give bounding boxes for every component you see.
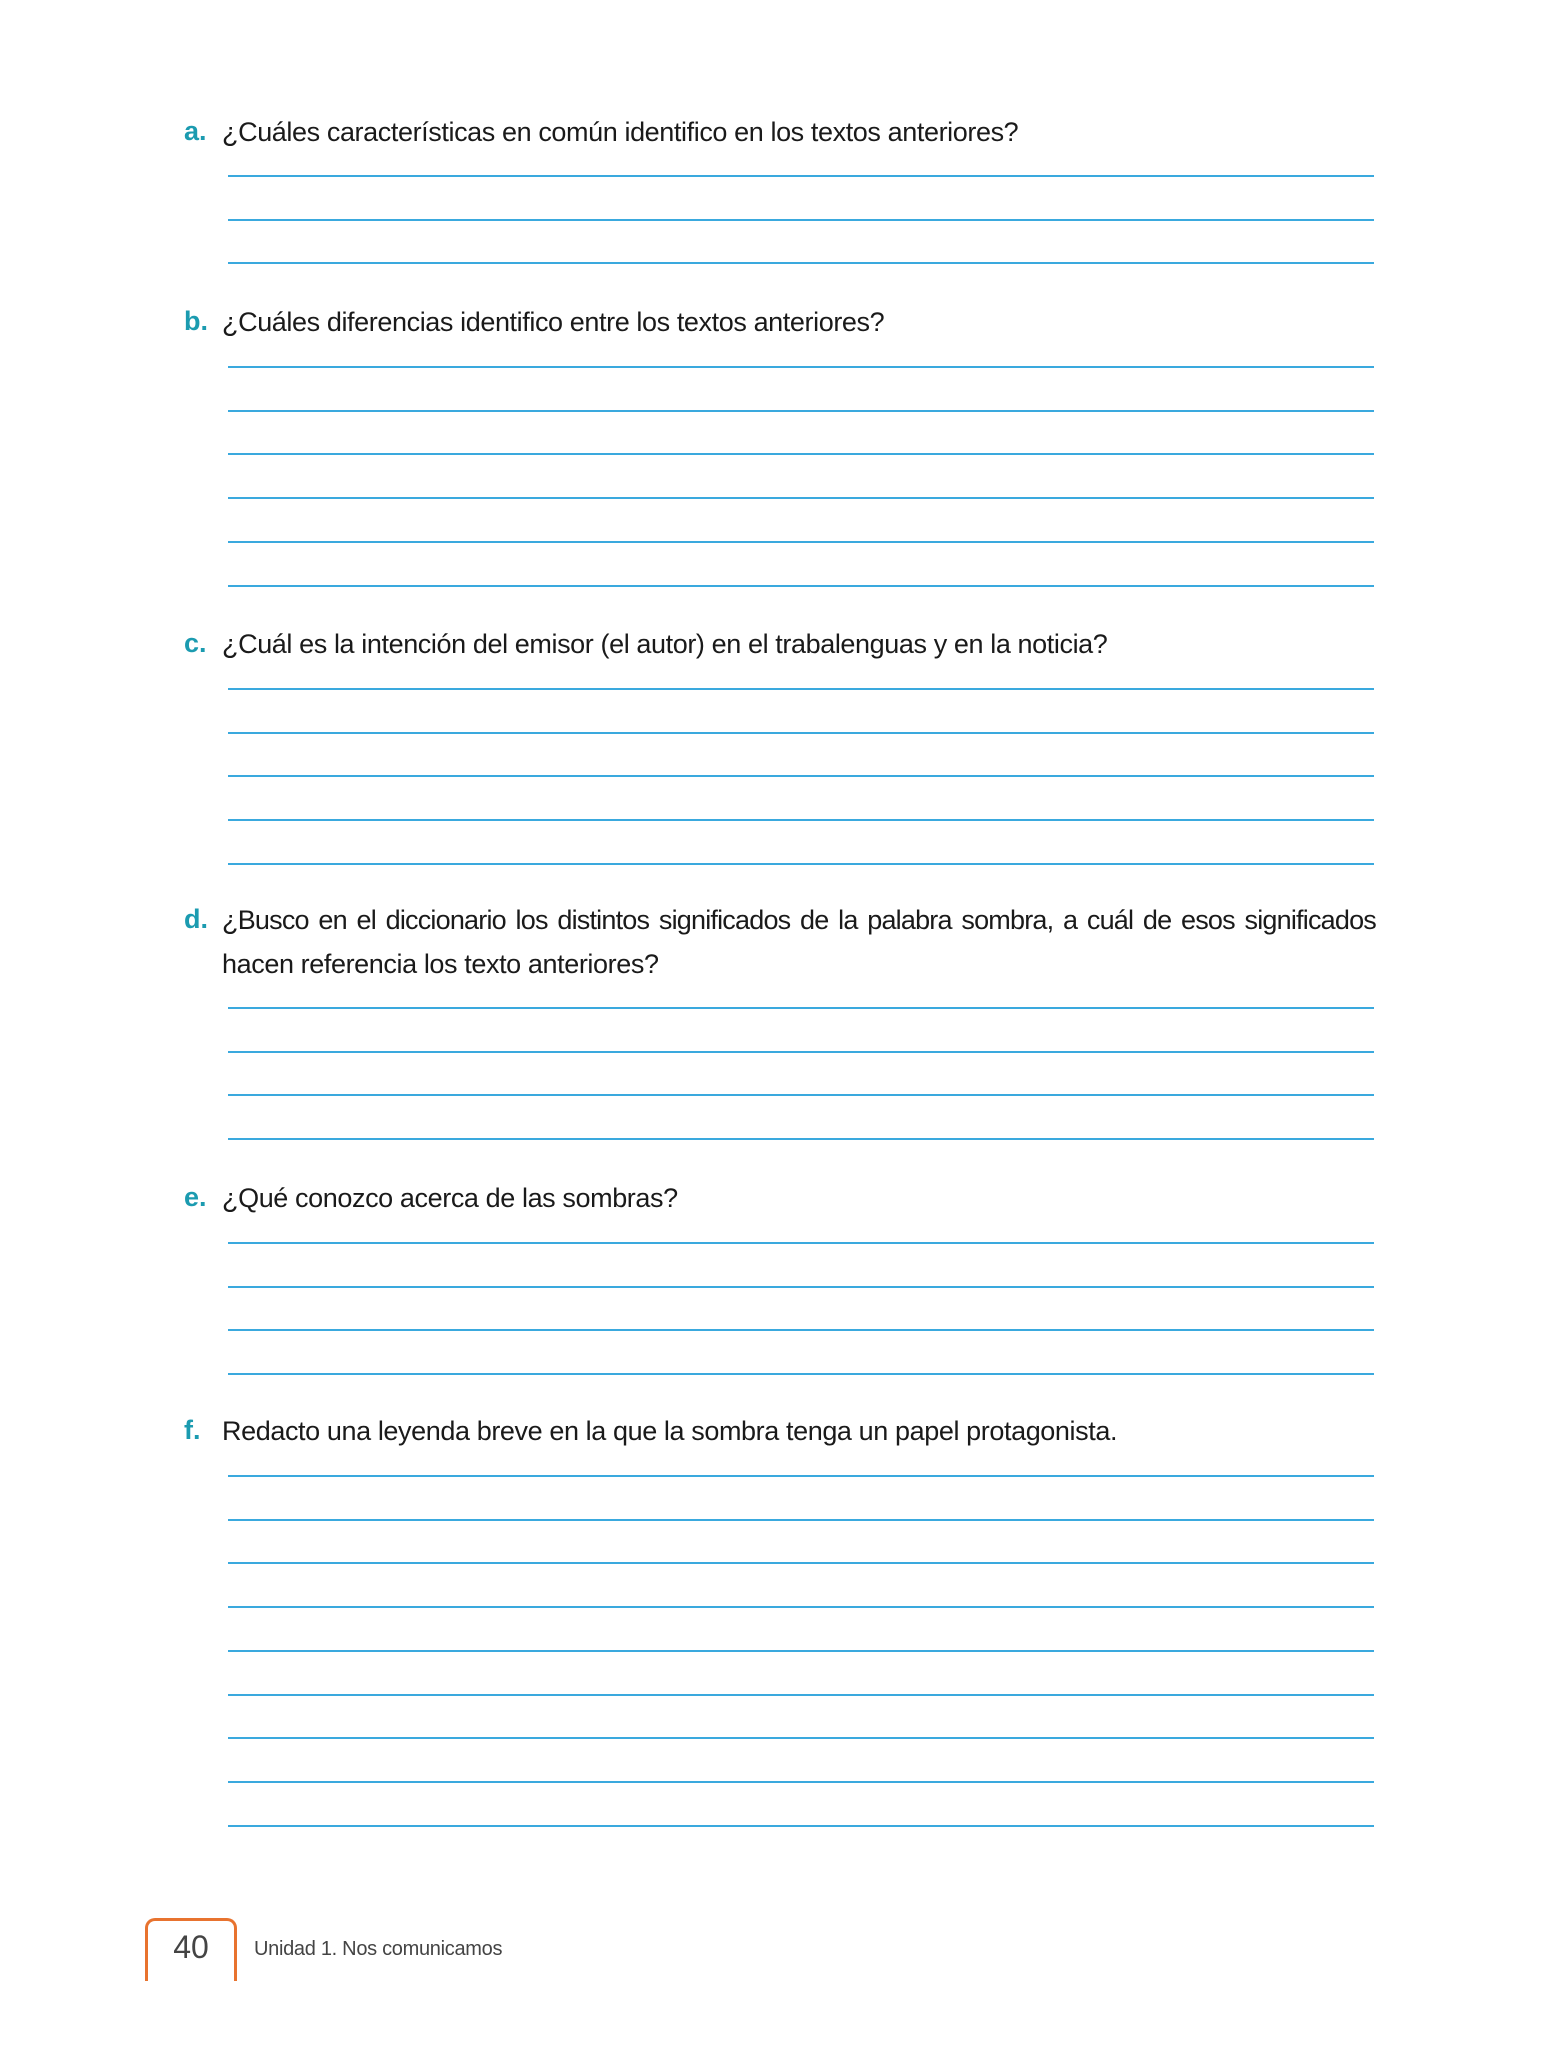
- answer-line[interactable]: [228, 1329, 1374, 1331]
- answer-line[interactable]: [228, 1286, 1374, 1288]
- unit-title: Unidad 1. Nos comunicamos: [254, 1938, 503, 1960]
- answer-line[interactable]: [228, 1606, 1374, 1608]
- answer-line[interactable]: [228, 410, 1374, 412]
- question-text: ¿Busco en el diccionario los distintos significados de la palabra sombra, a cuál de esos significados: [222, 905, 1376, 935]
- answer-line[interactable]: [228, 219, 1374, 221]
- answer-line[interactable]: [228, 1737, 1374, 1739]
- answer-line[interactable]: [228, 366, 1374, 368]
- question-label: d.: [184, 904, 208, 934]
- page-number-tab: [145, 1918, 237, 1981]
- question-text: hacen referencia los texto anteriores?: [222, 949, 659, 979]
- question-text: ¿Cuáles características en común identifico en los textos anteriores?: [222, 117, 1019, 147]
- answer-line[interactable]: [228, 1781, 1374, 1783]
- answer-line[interactable]: [228, 1138, 1374, 1140]
- question-text: ¿Cuál es la intención del emisor (el autor) en el trabalenguas y en la noticia?: [222, 629, 1108, 659]
- answer-line[interactable]: [228, 1242, 1374, 1244]
- answer-line[interactable]: [228, 1094, 1374, 1096]
- answer-line[interactable]: [228, 1694, 1374, 1696]
- answer-line[interactable]: [228, 1650, 1374, 1652]
- answer-line[interactable]: [228, 688, 1374, 690]
- answer-line[interactable]: [228, 1475, 1374, 1477]
- answer-line[interactable]: [228, 453, 1374, 455]
- question-label: a.: [184, 116, 207, 146]
- answer-line[interactable]: [228, 863, 1374, 865]
- question-label: e.: [184, 1182, 207, 1212]
- question-text: ¿Qué conozco acerca de las sombras?: [222, 1183, 678, 1213]
- answer-line[interactable]: [228, 1051, 1374, 1053]
- answer-line[interactable]: [228, 1007, 1374, 1009]
- answer-line[interactable]: [228, 732, 1374, 734]
- answer-line[interactable]: [228, 585, 1374, 587]
- page-number: 40: [173, 1929, 209, 1965]
- answer-line[interactable]: [228, 1562, 1374, 1564]
- answer-line[interactable]: [228, 819, 1374, 821]
- question-text: ¿Cuáles diferencias identifico entre los textos anteriores?: [222, 307, 885, 337]
- answer-line[interactable]: [228, 775, 1374, 777]
- question-label: b.: [184, 306, 208, 336]
- question-label: c.: [184, 628, 207, 658]
- answer-line[interactable]: [228, 1825, 1374, 1827]
- answer-line[interactable]: [228, 1519, 1374, 1521]
- answer-line[interactable]: [228, 262, 1374, 264]
- answer-line[interactable]: [228, 541, 1374, 543]
- answer-line[interactable]: [228, 175, 1374, 177]
- question-text: Redacto una leyenda breve en la que la sombra tenga un papel protagonista.: [222, 1416, 1118, 1446]
- question-label: f.: [184, 1415, 201, 1445]
- answer-line[interactable]: [228, 497, 1374, 499]
- answer-line[interactable]: [228, 1373, 1374, 1375]
